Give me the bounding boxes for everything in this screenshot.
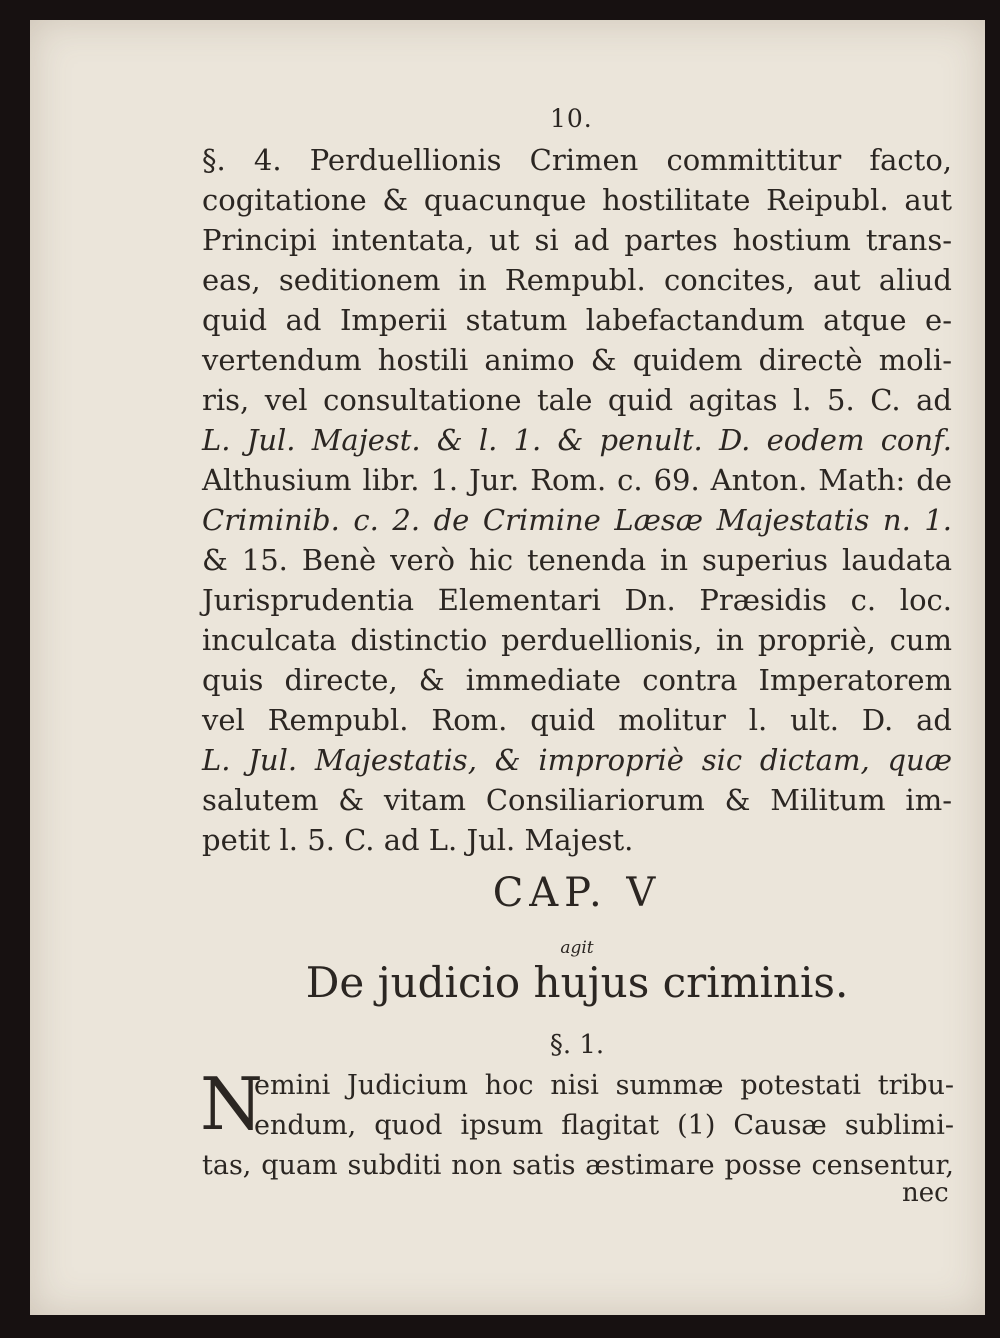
text-line: quid ad Imperii statum labefactandum atque e- [202, 303, 952, 337]
page-number: 10. [550, 104, 593, 133]
catchword: nec [902, 1178, 949, 1208]
chapter-label: CAP. V [492, 870, 662, 916]
text-line: salutem & vitam Consiliariorum & Militum im- [202, 783, 952, 817]
text-line: inculcata distinctio perduellionis, in propriè, cum [202, 623, 952, 657]
text-line: §. 4. Perduellionis Crimen committitur facto, [202, 143, 952, 177]
text-line: Criminib. c. 2. de Crimine Læsæ Majestatis n. 1. [202, 503, 952, 537]
text-line: & 15. Benè verò hic tenenda in superius laudata [202, 543, 952, 577]
text-line: cogitatione & quacunque hostilitate Reipubl. aut [202, 183, 952, 217]
text-line: endum, quod ipsum flagitat (1) Causæ sublimi- [254, 1110, 954, 1141]
text-line: L. Jul. Majestatis, & impropriè sic dictam, quæ [202, 743, 952, 777]
book-page [30, 20, 985, 1315]
text-line: Principi intentata, ut si ad partes hostium trans- [202, 223, 952, 257]
text-line: Jurisprudentia Elementari Dn. Præsidis c. loc. [202, 583, 952, 617]
text-line: quis directe, & immediate contra Imperatorem [202, 663, 952, 697]
chapter-title: De judicio hujus criminis. [305, 958, 849, 1007]
text-line: L. Jul. Majest. & l. 1. & penult. D. eodem conf. [202, 423, 952, 457]
text-line: tas, quam subditi non satis æstimare posse censentur, [202, 1150, 954, 1181]
text-line: eas, seditionem in Rempubl. concites, aut aliud [202, 263, 952, 297]
text-line: petit l. 5. C. ad L. Jul. Majest. [202, 823, 634, 857]
chapter-agit: agit [560, 938, 594, 958]
section-mark: §. 1. [549, 1030, 605, 1060]
text-line: ris, vel consultatione tale quid agitas l. 5. C. ad [202, 383, 952, 417]
text-line: vertendum hostili animo & quidem directè moli- [202, 343, 952, 377]
text-line: emini Judicium hoc nisi summæ potestati tribu- [254, 1070, 954, 1101]
drop-capital: N [200, 1062, 263, 1146]
text-line: Althusium libr. 1. Jur. Rom. c. 69. Anton. Math: de [202, 463, 952, 497]
text-line: vel Rempubl. Rom. quid molitur l. ult. D. ad [202, 703, 952, 737]
